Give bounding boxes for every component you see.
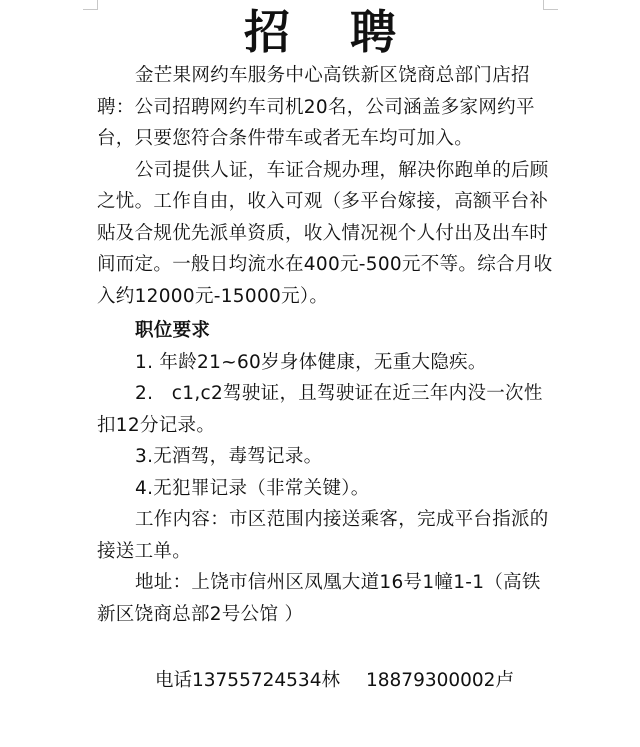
contact-phone-1: 电话13755724534林 [155,670,340,691]
requirement-item-3: 3.无酒驾，毒驾记录。 [135,446,323,467]
intro-paragraph: 金芒果网约车服务中心高铁新区饶商总部门店招聘：公司招聘网约车司机20名，公司涵盖多家网约平台，只要您符合条件带车或者无车均可加入。 [97,65,535,149]
address-paragraph: 地址：上饶市信州区凤凰大道16号1幢1-1（高铁新区饶商总部2号公馆 ） [97,572,541,625]
document-body [97,60,553,630]
benefits-paragraph: 公司提供人证，车证合规办理，解决你跑单的后顾之忧。工作自由，收入可观（多平台嫁接，高额平台补贴及合规优先派单资质，收入情况视个人付出及出车时间而定。一般日均流水在400元-500元不等。综合月收入约12000元-15000元）。 [97,159,553,307]
requirements-heading: 职位要求 [135,320,211,341]
page-title: 招 聘 [243,5,418,59]
requirement-item-2: 2. c1,c2驾驶证，且驾驶证在近三年内没一次性扣12分记录。 [97,383,543,436]
requirement-item-1: 1. 年龄21~60岁身体健康，无重大隐疾。 [135,351,487,373]
contact-phone-2: 18879300002卢 [365,670,514,691]
contact-line [155,667,514,695]
job-content-paragraph: 工作内容：市区范围内接送乘客，完成平台指派的接送工单。 [97,509,549,562]
requirement-item-4: 4.无犯罪记录（非常关键）。 [135,477,370,499]
